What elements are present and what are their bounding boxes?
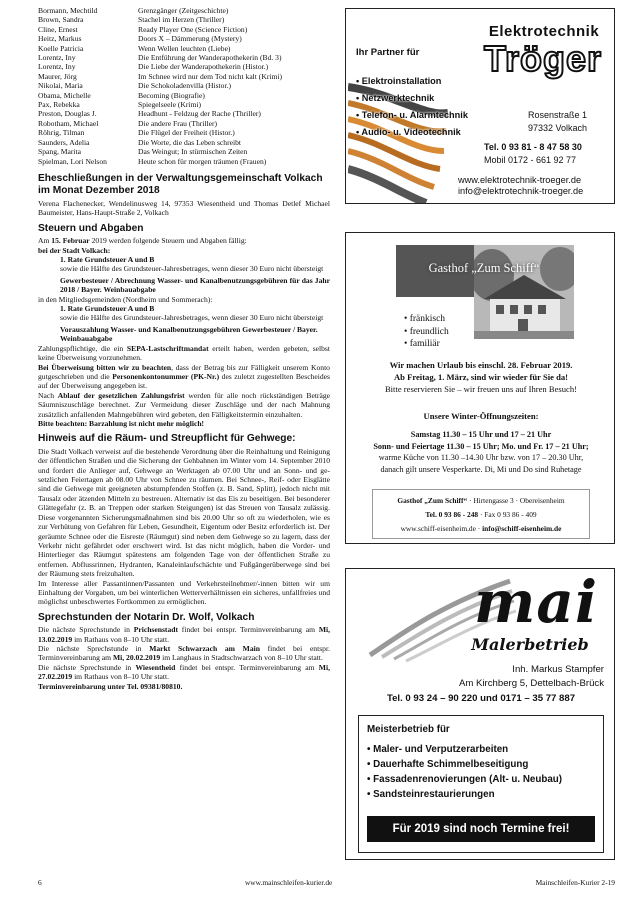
book-title: Die Worte, die das Leben schreibt [138, 137, 241, 147]
mai-service-1: • Maler- und Verputzerarbeiten [367, 744, 509, 755]
taxes-intro-date: 15. Februar [51, 236, 90, 246]
notary-heading: Sprechstunden der Notarin Dr. Wolf, Volkach [38, 611, 255, 623]
taxes-sepa-a: Zahlungspflichtige, die ein [38, 343, 127, 353]
schiff-hours-3: warme Küche von 11.30 –14.30 Uhr bzw. von 17 – 20.30 Uhr, [378, 453, 584, 462]
taxes-sepa-c: erteilt haben, werden gebeten, selbst keine Überweisung vorzunehmen. [38, 343, 330, 363]
marriage-heading: Eheschließungen in der Verwaltungsgemeinschaft Volkach im Monat Dezember 2018 [38, 172, 323, 197]
page-footer [38, 878, 615, 887]
footer-web[interactable]: www.mainschleifen-kurier.de [244, 878, 333, 887]
mai-owner: Inh. Markus Stampfer [512, 664, 604, 675]
troeger-brand-1: Elektrotechnik [488, 23, 600, 40]
notary-l2d: Mi, 20.02.2019 [112, 653, 161, 663]
taxes-city-item-1-title: 1. Rate Grundsteuer A und B [60, 255, 155, 265]
schiff-phone-line [373, 508, 589, 522]
book-author: Spang, Marita [38, 147, 82, 157]
book-title: Die andere Frau (Thriller) [138, 118, 218, 128]
taxes-city-items [38, 255, 330, 295]
book-author: Obama, Michelle [38, 90, 91, 100]
notary-l2e: im Langhaus in Stadtschwarzach von 8–10 Uhr statt. [160, 653, 323, 663]
troeger-city: 97332 Volkach [528, 123, 588, 133]
notary-line-2 [38, 644, 330, 663]
troeger-mail[interactable]: info@elektrotechnik-troeger.de [458, 186, 584, 196]
schiff-image [474, 245, 574, 339]
schiff-address-line [373, 494, 589, 508]
schiff-address-street: · Hirtengasse 3 · Obereisenheim [467, 496, 565, 505]
mai-service-2: • Dauerhafte Schimmelbeseitigung [367, 759, 529, 770]
book-list [38, 6, 330, 166]
book-title: Die Entführung der Wanderapothekerin (Bd. 3) [138, 53, 282, 63]
ad-schiff [345, 232, 615, 544]
schiff-hours-2: Sonn- und Feiertage 11.30 – 15 Uhr; Mo. und Fr. 17 – 21 Uhr; [373, 441, 589, 451]
schiff-hours [346, 429, 615, 475]
taxes-member-item-2-title: Vorauszahlung Wasser- und Kanalbenutzungsgebühren Gewerbesteuer / Bayer. Weinbauabgabe [60, 324, 318, 344]
book-title: Die Flügel der Freiheit (Histor.) [138, 128, 235, 138]
book-title: Im Schnee wird nur dem Tod nicht kalt (Krimi) [138, 71, 282, 81]
taxes-city-item-1-text: sowie die Hälfte des Grundsteuer-Jahresbetrages, wenn dieser 30 Euro nicht übersteigt [60, 264, 324, 274]
mai-service-box [358, 715, 604, 853]
taxes-cash-note: Bitte beachten: Barzahlung ist nicht mehr möglich! [38, 418, 205, 428]
mai-services [367, 742, 562, 802]
notary-l2a: Die nächste Sprechstunde in [38, 644, 150, 654]
sidewalk-heading: Hinweis auf die Räum- und Streupflicht für Gehwege: [38, 433, 296, 445]
page-number: 6 [38, 878, 42, 887]
left-column [38, 6, 330, 691]
taxes-deadline [38, 391, 330, 419]
book-title: Becoming (Biografie) [138, 90, 205, 100]
troeger-service-4: • Audio- u. Videotechnik [356, 127, 461, 137]
inn-building-image [474, 245, 574, 339]
mai-service-3: • Fassadenrenovierungen (Alt- u. Neubau) [367, 774, 563, 785]
troeger-contact [484, 141, 606, 167]
taxes-member-item-1-title: 1. Rate Grundsteuer A und B [60, 304, 155, 314]
mai-service-4: • Sandsteinrestaurierungen [367, 789, 495, 800]
troeger-partner: Ihr Partner für [356, 47, 420, 58]
schiff-mail[interactable]: info@schiff-eisenheim.de [482, 524, 562, 533]
notary-l3e: im Rathaus von 8–10 Uhr statt. [72, 672, 169, 682]
notary-l1a: Die nächste Sprechstunde in [38, 625, 134, 635]
taxes-transfer-b: , dass der Betrag bis zur Fälligkeit unserem Konto gutgeschrieben und die [38, 362, 330, 381]
notary-l3d: Mi, 27.02.2019 [38, 662, 330, 682]
schiff-tel: Tel. 0 93 86 - 248 [425, 510, 479, 519]
notary-l1c: findet bei entspr. Terminvereinbarung am [178, 625, 319, 635]
troeger-tel: Tel. 0 93 81 - 8 47 58 30 [484, 142, 582, 152]
book-author: Saunders, Adelia [38, 137, 90, 147]
taxes-city-item-2-title: Gewerbesteuer / Abrechnung Wasser- und Kanalbenutzungsgebühren für das Jahr 2018 / Bayer. Weinbauabgabe [60, 275, 330, 295]
troeger-brand-2: Tröger [483, 38, 603, 79]
taxes-members: in den Mitgliedsgemeinden (Nordheim und Sommerach): [38, 294, 213, 304]
notary-line-4: Terminvereinbarung unter Tel. 09381/80810. [38, 681, 183, 691]
troeger-mobil: Mobil 0172 - 661 92 77 [484, 155, 577, 165]
book-author: Heitz, Markus [38, 34, 82, 44]
mai-tel: Tel. 0 93 24 – 90 220 und 0171 – 35 77 887 [386, 693, 576, 704]
taxes-member-item-1-text: sowie die Hälfte des Grundsteuer-Jahresbetrages, wenn dieser 30 Euro nicht übersteigt [60, 313, 324, 323]
schiff-vacation-1: Wir machen Urlaub bis einschl. 28. Februar 2019. [389, 360, 573, 370]
schiff-name: Gasthof „Zum Schiff“ [428, 261, 540, 275]
taxes-transfer-a: Bei Überweisung bitten wir zu beachten [38, 362, 172, 372]
book-title: Grenzgänger (Zeitgeschichte) [138, 6, 229, 15]
taxes-deadline-b: Ablauf der gesetzlichen Zahlungsfrist [57, 390, 185, 400]
taxes-intro-b: 2019 werden folgende Steuern und Abgaben fällig: [89, 236, 247, 246]
book-author: Röhrig, Tilman [38, 128, 85, 138]
troeger-online [458, 175, 606, 197]
book-author: Bormann, Mechtild [38, 6, 98, 15]
mai-sub: Malerbetrieb [471, 635, 589, 654]
taxes-transfer-d: des zuletzt zugestellten Bescheides auf der Überweisung angegeben ist. [38, 371, 330, 391]
sidewalk-text-1: Die Stadt Volkach verweist auf die bestehende Verordnung über die Reinhaltung und Reinigung der öffentlichen Straßen und die Sicherung der Gehbahnen im Winter vom 14. September 2010 und fordert die Anlieger auf, Gehwege an Werktagen ab 07.00 Uhr und an Sonn- und gesetzlichen Feiertagen ab 08.00 Uhr von Schnee zu räumen. Bei Schnee-, Reif- oder Eisglätte sind die Gehwege mit geeigneten abstumpfenden Stoffen (z. B. Sand, Splitt), jedoch nicht mit Tausalz oder ätzenden Mitteln zu bestreuen. Alternativ ist das Eis zu beseitigen. Bei besonderer Glättegefahr (z. B. an Treppen oder starken Steigungen) ist das Streuen von Tausalz zulässig. Diese vorgenannten Sicherungsmaßnahmen sind bis 20.00 Uhr so oft zu wiederholen, wie es zur Verhütung von Gefahren für Leben, Gesundheit, Eigentum oder Besitz erforderlich ist. Der geräumte Schnee oder die Eisreste (Räumgut) sind neben dem Gehwege so zu lagern, dass der Verkehr nicht gefährdet oder erschwert wird. Ist das nicht möglich, haben die Vorder- und Hinterlieger das Räumgut spätestens am folgenden Tage von der öffentlichen Straße zu entfernen. Abflussrinnen, Hydranten, Kanaleinlaufschächte und Fußgängerüberwege sind bei der Räumung stets freizuhalten. [38, 446, 330, 579]
troeger-service-1: • Elektroinstallation [356, 76, 442, 86]
taxes-intro [38, 236, 330, 245]
notary-l1d: Mi, 13.02.2019 [38, 625, 330, 644]
book-author: Cline, Ernest [38, 24, 78, 34]
book-title: Headhunt - Feldzug der Rache (Thriller) [138, 109, 261, 119]
notary-l1b: Prichsenstadt [133, 625, 179, 635]
schiff-traits [404, 313, 449, 351]
schiff-trait-1: • fränkisch [404, 314, 446, 324]
taxes-sepa-b: SEPA-Lastschriftmandat [126, 343, 209, 353]
mai-master: Meisterbetrieb für [367, 724, 450, 735]
notary-l2c: findet bei entspr. Terminvereinbarung am [38, 644, 330, 663]
taxes-members-items [38, 304, 330, 344]
book-title: Das Weingut; In stürmischen Zeiten [138, 147, 248, 157]
troeger-street: Rosenstraße 1 [528, 110, 588, 120]
taxes-intro-a: Am [38, 236, 52, 246]
book-title: Spiegelseele (Krimi) [138, 100, 202, 110]
mai-logo: mai [474, 568, 598, 636]
book-author: Brown, Sandra [38, 15, 84, 25]
book-title: Die Liebe der Wanderapothekerin (Histor.) [138, 62, 269, 72]
marriage-text: Verena Flachenecker, Wendelinusweg 14, 97353 Wiesentheid und Thomas Detlef Michael Baumeister, Hans-Haupt-Straße 2, Volkach [38, 198, 330, 218]
schiff-hours-1: Samstag 11.30 – 15 Uhr und 17 – 21 Uhr [410, 430, 552, 439]
book-title: Wenn Wellen leuchten (Liebe) [138, 43, 231, 53]
book-author: Koelle Patricia [38, 43, 84, 53]
troeger-service-3: • Telefon- u. Alarmtechnik [356, 110, 468, 120]
taxes-heading: Steuern und Abgaben [38, 222, 144, 234]
schiff-trait-3: • familiär [404, 339, 440, 349]
troeger-address [528, 109, 604, 135]
book-title: Ready Player One (Science Fiction) [138, 24, 248, 34]
schiff-sep: · [475, 524, 483, 533]
schiff-fax: · Fax 0 93 86 - 409 [478, 510, 537, 519]
taxes-transfer [38, 363, 330, 391]
book-author: Nikolai, Maria [38, 81, 83, 91]
notary-l3b: Wiesentheid [135, 662, 176, 672]
notary-l1e: im Rathaus von 8–10 Uhr statt. [72, 634, 169, 644]
book-title: Heute schon für morgen träumen (Frauen) [138, 156, 267, 166]
schiff-hours-title: Unsere Winter-Öffnungszeiten: [423, 411, 539, 421]
schiff-hours-4: danach gilt unsere Vesperkarte. Di, Mi und Do sind Ruhetage [380, 464, 582, 474]
ad-mai [345, 568, 615, 860]
schiff-address-name: Gasthof „Zum Schiff“ [397, 496, 468, 505]
ad-troeger [345, 8, 615, 204]
schiff-online-line [373, 522, 589, 536]
taxes-sepa [38, 344, 330, 363]
schiff-vacation-3: Bitte reservieren Sie – wir freuen uns auf Ihren Besuch! [384, 384, 578, 394]
mai-cta: Für 2019 sind noch Termine frei! [367, 816, 595, 842]
book-title: Stachel im Herzen (Thriller) [138, 15, 225, 25]
taxes-deadline-a: Nach [38, 390, 58, 400]
footer-issue: Mainschleifen-Kurier 2-19 [535, 878, 615, 887]
book-author: Robotham, Michael [38, 118, 99, 128]
book-author: Spielman, Lori Nelson [38, 156, 107, 166]
schiff-address-box [372, 489, 590, 539]
book-author: Lorentz, Iny [38, 62, 76, 72]
notary-line-1 [38, 625, 330, 644]
book-author: Preston, Douglas J. [38, 109, 97, 119]
schiff-vacation [346, 359, 615, 395]
notary-line-3 [38, 663, 330, 682]
troeger-services [356, 73, 468, 141]
book-title: Die Schokoladenvilla (Histor.) [138, 81, 232, 91]
troeger-web[interactable]: www.elektrotechnik-troeger.de [458, 175, 582, 185]
book-author: Maurer, Jörg [38, 71, 77, 81]
notary-l3c: findet bei entspr. Terminvereinbarung am [175, 662, 319, 672]
book-author: Pax, Rebekka [38, 100, 80, 110]
taxes-city: bei der Stadt Volkach: [38, 245, 111, 255]
taxes-transfer-c: Personenkontonummer (PK-Nr.) [112, 371, 220, 381]
book-author: Lorentz, Iny [38, 53, 76, 63]
schiff-trait-2: • freundlich [404, 326, 449, 337]
troeger-service-2: • Netzwerktechnik [356, 93, 435, 103]
sidewalk-text-2: Im Interesse aller Passantinnen/Passanten und Verkehrsteilnehmer/-innen bitten wir um Einhaltung der Vorgaben, um bei winterlichen Wetterverhältnissen ein sicheres, unfallfreies und möglichst unbeschwertes Fortkommen zu ermöglichen. [38, 578, 330, 607]
book-title: Doors X – Dämmerung (Mystery) [138, 34, 242, 44]
schiff-vacation-2: Ab Freitag, 1. März, sind wir wieder für Sie da! [393, 372, 569, 382]
notary-l2b: Markt Schwarzach am Main [149, 644, 260, 654]
taxes-deadline-c: werden für alle noch rückständigen Beträge Säumniszuschläge berechnet. Zur Vermeidung dieser Zuschläge und der nach Mahnung zusätzlich anfallenden Mahngebühren wird gebeten, den Fälligkeitstermin einzuhalten. [38, 390, 330, 419]
notary-l3a: Die nächste Sprechstunde in [38, 662, 136, 672]
schiff-web[interactable]: www.schiff-eisenheim.de [400, 524, 476, 533]
mai-address: Am Kirchberg 5, Dettelbach-Brück [458, 678, 604, 689]
